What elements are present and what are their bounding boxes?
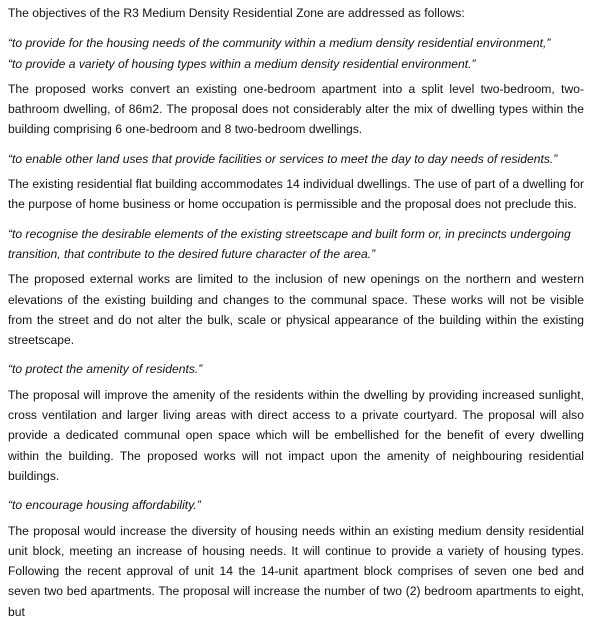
response-paragraph-2: The existing residential flat building accommodates 14 individual dwellings. The use of part of a dwelling for the purpose of home business or home occupation is permissible and the proposal does not preclude this. [8,177,584,212]
objective-quote-4: “to protect the amenity of residents.” [8,362,203,377]
response-paragraph-3: The proposed external works are limited to the inclusion of new openings on the northern and western elevations of the existing building and changes to the communal space. These works will not be visible from the street and do not alter the bulk, scale or physical appearance of the building within the existing streetscape. [8,272,584,348]
objective-quote-3: “to recognise the desirable elements of the existing streetscape and built form or, in precincts undergoing transition, that contribute to the desired future character of the area.” [8,226,571,261]
intro-paragraph: The objectives of the R3 Medium Density Residential Zone are addressed as follows: [8,6,465,20]
response-paragraph-4: The proposal will improve the amenity of the residents within the dwelling by providing increased sunlight, cross ventilation and larger living areas with direct access to a private courtyard. The proposal will also provide a dedicated communal open space which will be embellished for the benefit of every dwelling within the building. The proposed works will not impact upon the amenity of neighbouring residential buildings. [8,387,584,483]
response-paragraph-5: The proposal would increase the diversity of housing needs within an existing medium density residential unit block, meeting an increase of housing needs. It will continue to provide a variety of housing types. Following the recent approval of unit 14 the 14-unit apartment block comprises of seven one bed and seven two bed apartments. The proposal will increase the number of two (2) bedroom apartments to eight, but [8,523,584,619]
document-page [8,3,584,622]
objective-quote-1a: “to provide for the housing needs of the community within a medium density residential environment,” [8,36,551,51]
objective-quote-2: “to enable other land uses that provide facilities or services to meet the day to day needs of residents.” [8,151,558,166]
objective-quote-1b: “to provide a variety of housing types within a medium density residential environment.” [8,56,476,71]
response-paragraph-1: The proposed works convert an existing one-bedroom apartment into a split level two-bedroom, two-bathroom dwelling, of 86m2. The proposal does not considerably alter the mix of dwelling types within the building comprising 6 one-bedroom and 8 two-bedroom dwellings. [8,81,584,137]
objective-quote-5: “to encourage housing affordability.” [8,498,201,513]
